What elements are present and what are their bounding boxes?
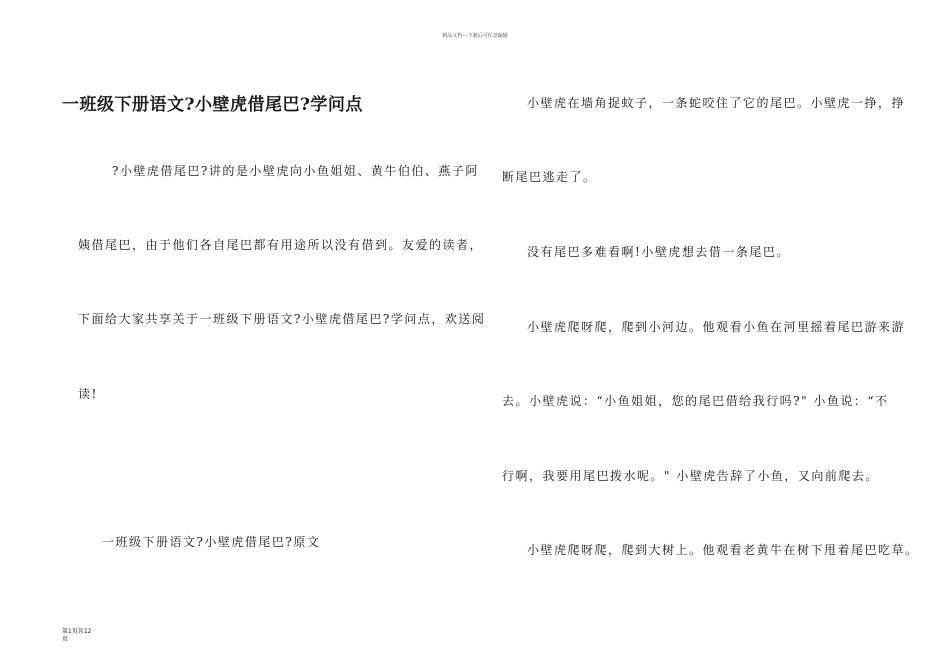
page-footer [62,628,112,644]
right-paragraph-line: 小壁虎爬呀爬，爬到大树上。他观看老黄牛在树下甩着尾巴吃草。 [527,543,919,557]
right-paragraph-line: 行啊，我要用尾巴拨水呢。" 小壁虎告辞了小鱼，又向前爬去。 [502,469,879,483]
right-paragraph-line: 没有尾巴多难看啊!小壁虎想去借一条尾巴。 [527,245,790,259]
page-number-suffix: 页 [62,636,69,643]
left-paragraph-line: ?小壁虎借尾巴?讲的是小壁虎向小鱼姐姐、黄牛伯伯、燕子阿 [112,164,479,178]
right-paragraph-line: 小壁虎爬呀爬，爬到小河边。他观看小鱼在河里摇着尾巴游来游 [527,320,906,334]
right-paragraph-line: 小壁虎在墙角捉蚊子，一条蛇咬住了它的尾巴。小壁虎一挣，挣 [527,96,906,110]
left-paragraph-line: 下面给大家共享关于一班级下册语文?小壁虎借尾巴?学问点，欢送阅 [78,312,486,326]
left-paragraph-line: 读! [78,387,98,401]
header-note: 精品文档---下载后可任意编辑 [442,33,508,39]
page-number: 第1页共12 [62,628,92,635]
section-heading: 一班级下册语文?小壁虎借尾巴?原文 [102,535,321,549]
document-title: 一班级下册语文?小壁虎借尾巴?学问点 [62,95,363,115]
right-paragraph-line: 去。小壁虎说：“小鱼姐姐，您的尾巴借给我行吗?" 小鱼说：“不 [502,394,889,408]
right-paragraph-line: 断尾巴逃走了。 [502,170,597,184]
left-paragraph-line: 姨借尾巴，由于他们各自尾巴都有用途所以没有借到。友爱的读者， [78,238,484,252]
